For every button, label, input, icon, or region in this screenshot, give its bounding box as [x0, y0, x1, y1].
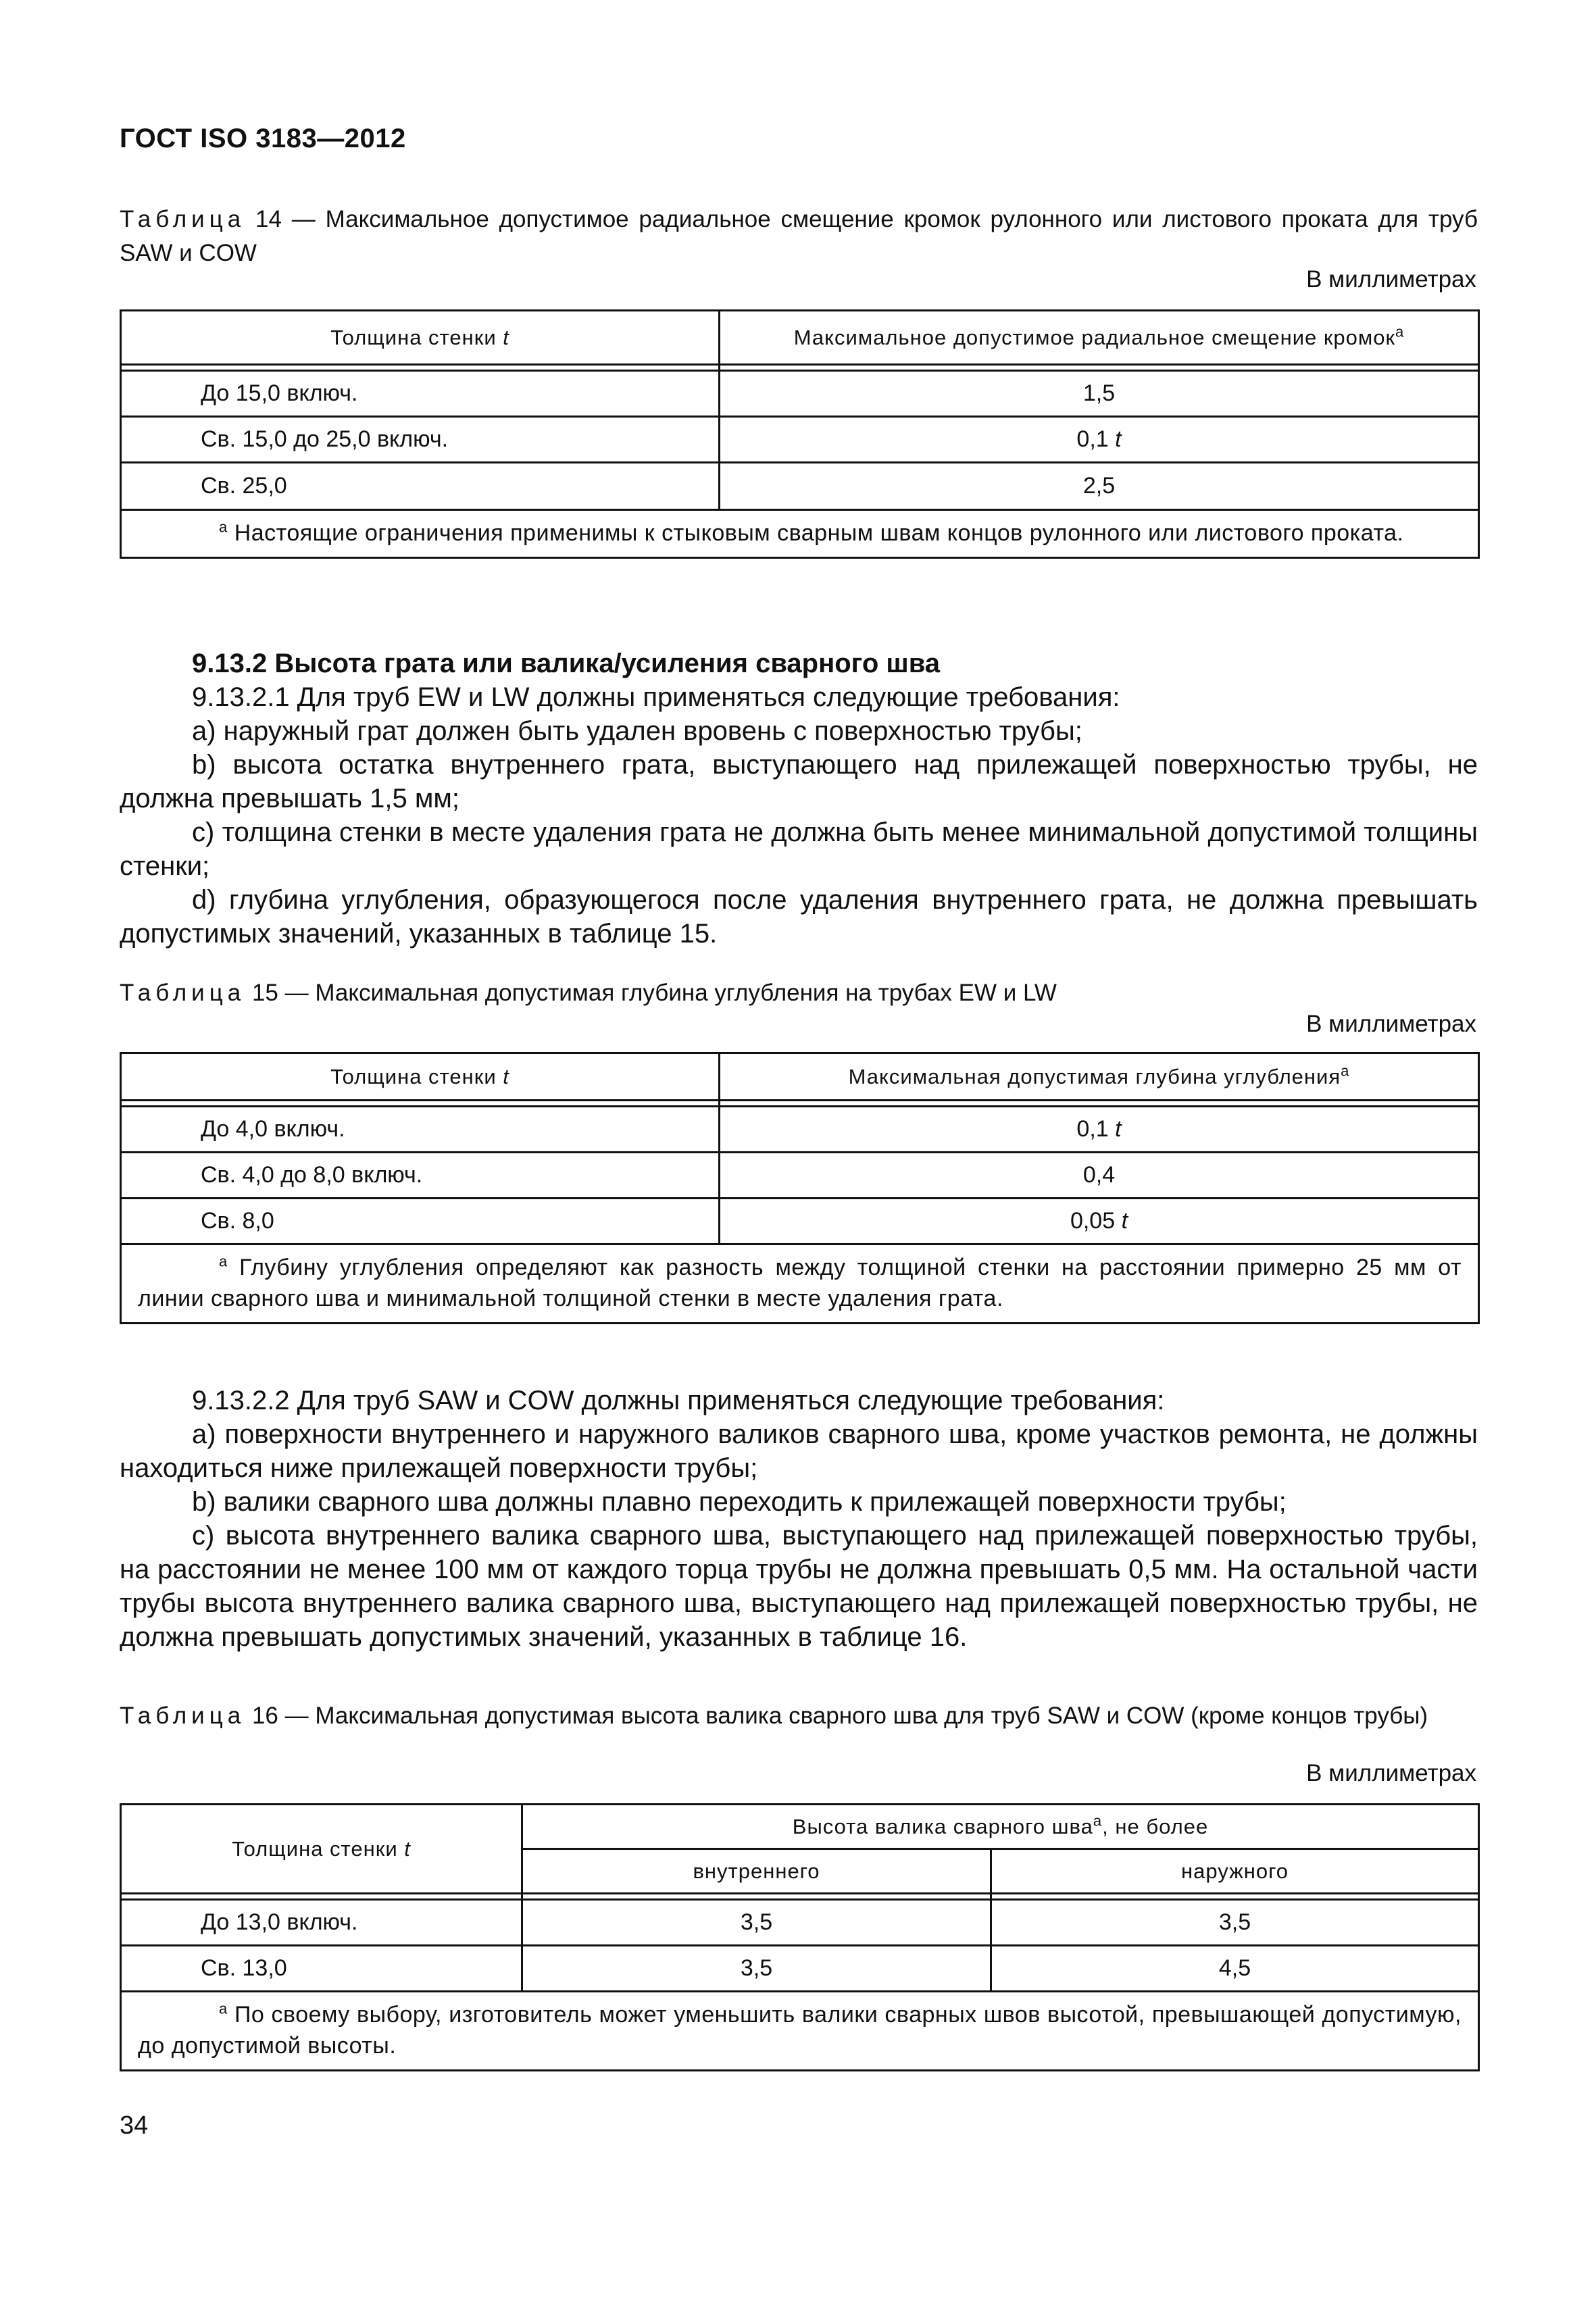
table14-caption-text: 14 — Максимальное допустимое радиальное смещение кромок рулонного или листового проката для труб SAW и COW — [120, 206, 1478, 266]
table15-caption — [120, 976, 1478, 1010]
table15-footnote-row — [121, 1244, 1479, 1324]
table14-footnote-row — [121, 510, 1479, 558]
table14-value: 1,5 — [720, 371, 1479, 417]
table15-thickness: До 4,0 включ. — [121, 1107, 720, 1153]
table14-footnote: $^a$ Настоящие ограничения применимы к стыковым сварным швам концов рулонного или листового проката. — [121, 510, 1479, 558]
table15-thickness: Св. 8,0 — [121, 1199, 720, 1244]
table16-caption — [120, 1699, 1478, 1733]
table15-caption-text: 15 — Максимальная допустимая глубина углубления на трубах EW и LW — [245, 980, 1057, 1006]
table-row — [121, 1946, 1479, 1992]
table14-col2-header: Максимальное допустимое радиальное смещение кромок$^a$ — [720, 311, 1479, 365]
list-item: a) поверхности внутреннего и наружного валиков сварного шва, кроме участков ремонта, не должны находиться ниже прилежащей поверхности трубы; — [120, 1419, 1478, 1483]
paragraph: 9.13.2.2 Для труб SAW и COW должны применяться следующие требования: — [192, 1386, 1165, 1415]
table14-caption-label: Таблица — [120, 206, 246, 232]
paragraph: 9.13.2.1 Для труб EW и LW должны применяться следующие требования: — [192, 682, 1120, 712]
table15-col2-header: Максимальная допустимая глубина углубления$^a$ — [720, 1053, 1479, 1101]
section-heading: 9.13.2 Высота грата или валика/усиления сварного шва — [192, 649, 941, 678]
table16-sub-inner: внутреннего — [522, 1849, 991, 1894]
table-row — [121, 1199, 1479, 1244]
table16-col1-header: Толщина стенки t — [121, 1805, 522, 1894]
table15-thickness: Св. 4,0 до 8,0 включ. — [121, 1153, 720, 1199]
table16-outer: 4,5 — [991, 1946, 1479, 1992]
table16-inner: 3,5 — [522, 1946, 991, 1992]
table16 — [120, 1803, 1480, 2071]
table16-units: В миллиметрах — [1306, 1760, 1476, 1786]
page-number: 34 — [120, 2111, 149, 2140]
table14-thickness: Св. 15,0 до 25,0 включ. — [121, 417, 720, 463]
table15-col1-header: Толщина стенки t — [121, 1053, 720, 1101]
table16-caption-label: Таблица — [120, 1703, 246, 1729]
table16-footnote: $^a$ По своему выбору, изготовитель может уменьшить валики сварных швов высотой, превышающей допустимую, до допустимой высоты. — [121, 1992, 1479, 2071]
list-item: b) валики сварного шва должны плавно переходить к прилежащей поверхности трубы; — [192, 1487, 1287, 1517]
table16-thickness: До 13,0 включ. — [121, 1900, 522, 1946]
table14-thickness: До 15,0 включ. — [121, 371, 720, 417]
list-item: c) толщина стенки в месте удаления грата не должна быть менее минимальной допустимой толщины стенки; — [120, 818, 1478, 881]
table15-separator — [121, 1101, 1479, 1107]
standard-header: ГОСТ ISO 3183—2012 — [120, 124, 406, 153]
table-row — [121, 1900, 1479, 1946]
table14-caption — [120, 203, 1478, 270]
table14-separator — [121, 365, 1479, 371]
table15 — [120, 1052, 1480, 1324]
table16-header-row — [121, 1805, 1479, 1849]
table16-sub-outer: наружного — [991, 1849, 1479, 1894]
table15-value: 0,05 t — [720, 1199, 1479, 1244]
table14-value: 2,5 — [720, 463, 1479, 510]
section-9-13-2-2 — [120, 1384, 1478, 1654]
table16-group-header: Высота валика сварного шва$^a$, не более — [522, 1805, 1479, 1849]
table16-inner: 3,5 — [522, 1900, 991, 1946]
list-item: c) высота внутреннего валика сварного шва, выступающего над прилежащей поверхностью трубы, на расстоянии не менее 100 мм от каждого торца трубы не должна превышать 0,5 мм. На остальной части трубы высота внутреннего валика сварного шва, выступающего над прилежащей поверхностью трубы, не должна превышать допустимых значений, указанных в таблице 16. — [120, 1521, 1478, 1652]
table15-header-row — [121, 1053, 1479, 1101]
table-row — [121, 417, 1479, 463]
list-item: d) глубина углубления, образующегося после удаления внутреннего грата, не должна превышать допустимых значений, указанных в таблице 15. — [120, 885, 1478, 949]
table16-caption-text: 16 — Максимальная допустимая высота валика сварного шва для труб SAW и COW (кроме концов трубы) — [245, 1703, 1428, 1729]
section-9-13-2 — [120, 647, 1478, 951]
table15-value: 0,1 t — [720, 1107, 1479, 1153]
table14-value: 0,1 t — [720, 417, 1479, 463]
table14-thickness: Св. 25,0 — [121, 463, 720, 510]
table15-caption-label: Таблица — [120, 980, 246, 1006]
table14-units: В миллиметрах — [1306, 266, 1476, 293]
list-item: a) наружный грат должен быть удален вровень с поверхностью трубы; — [192, 716, 1082, 746]
table15-value: 0,4 — [720, 1153, 1479, 1199]
table-row — [121, 1107, 1479, 1153]
table15-units: В миллиметрах — [1306, 1011, 1476, 1037]
table16-thickness: Св. 13,0 — [121, 1946, 522, 1992]
table-row — [121, 463, 1479, 510]
table16-outer: 3,5 — [991, 1900, 1479, 1946]
table14-col1-header: Толщина стенки t — [121, 311, 720, 365]
table15-footnote: $^a$ Глубину углубления определяют как разность между толщиной стенки на расстоянии примерно 25 мм от линии сварного шва и минимальной толщиной стенки в месте удаления грата. — [121, 1244, 1479, 1324]
table14-header-row — [121, 311, 1479, 365]
list-item: b) высота остатка внутреннего грата, выступающего над прилежащей поверхностью трубы, не должна превышать 1,5 мм; — [120, 750, 1478, 813]
table14 — [120, 309, 1480, 559]
table-row — [121, 371, 1479, 417]
table-row — [121, 1153, 1479, 1199]
table16-footnote-row — [121, 1992, 1479, 2071]
table16-separator — [121, 1894, 1479, 1900]
